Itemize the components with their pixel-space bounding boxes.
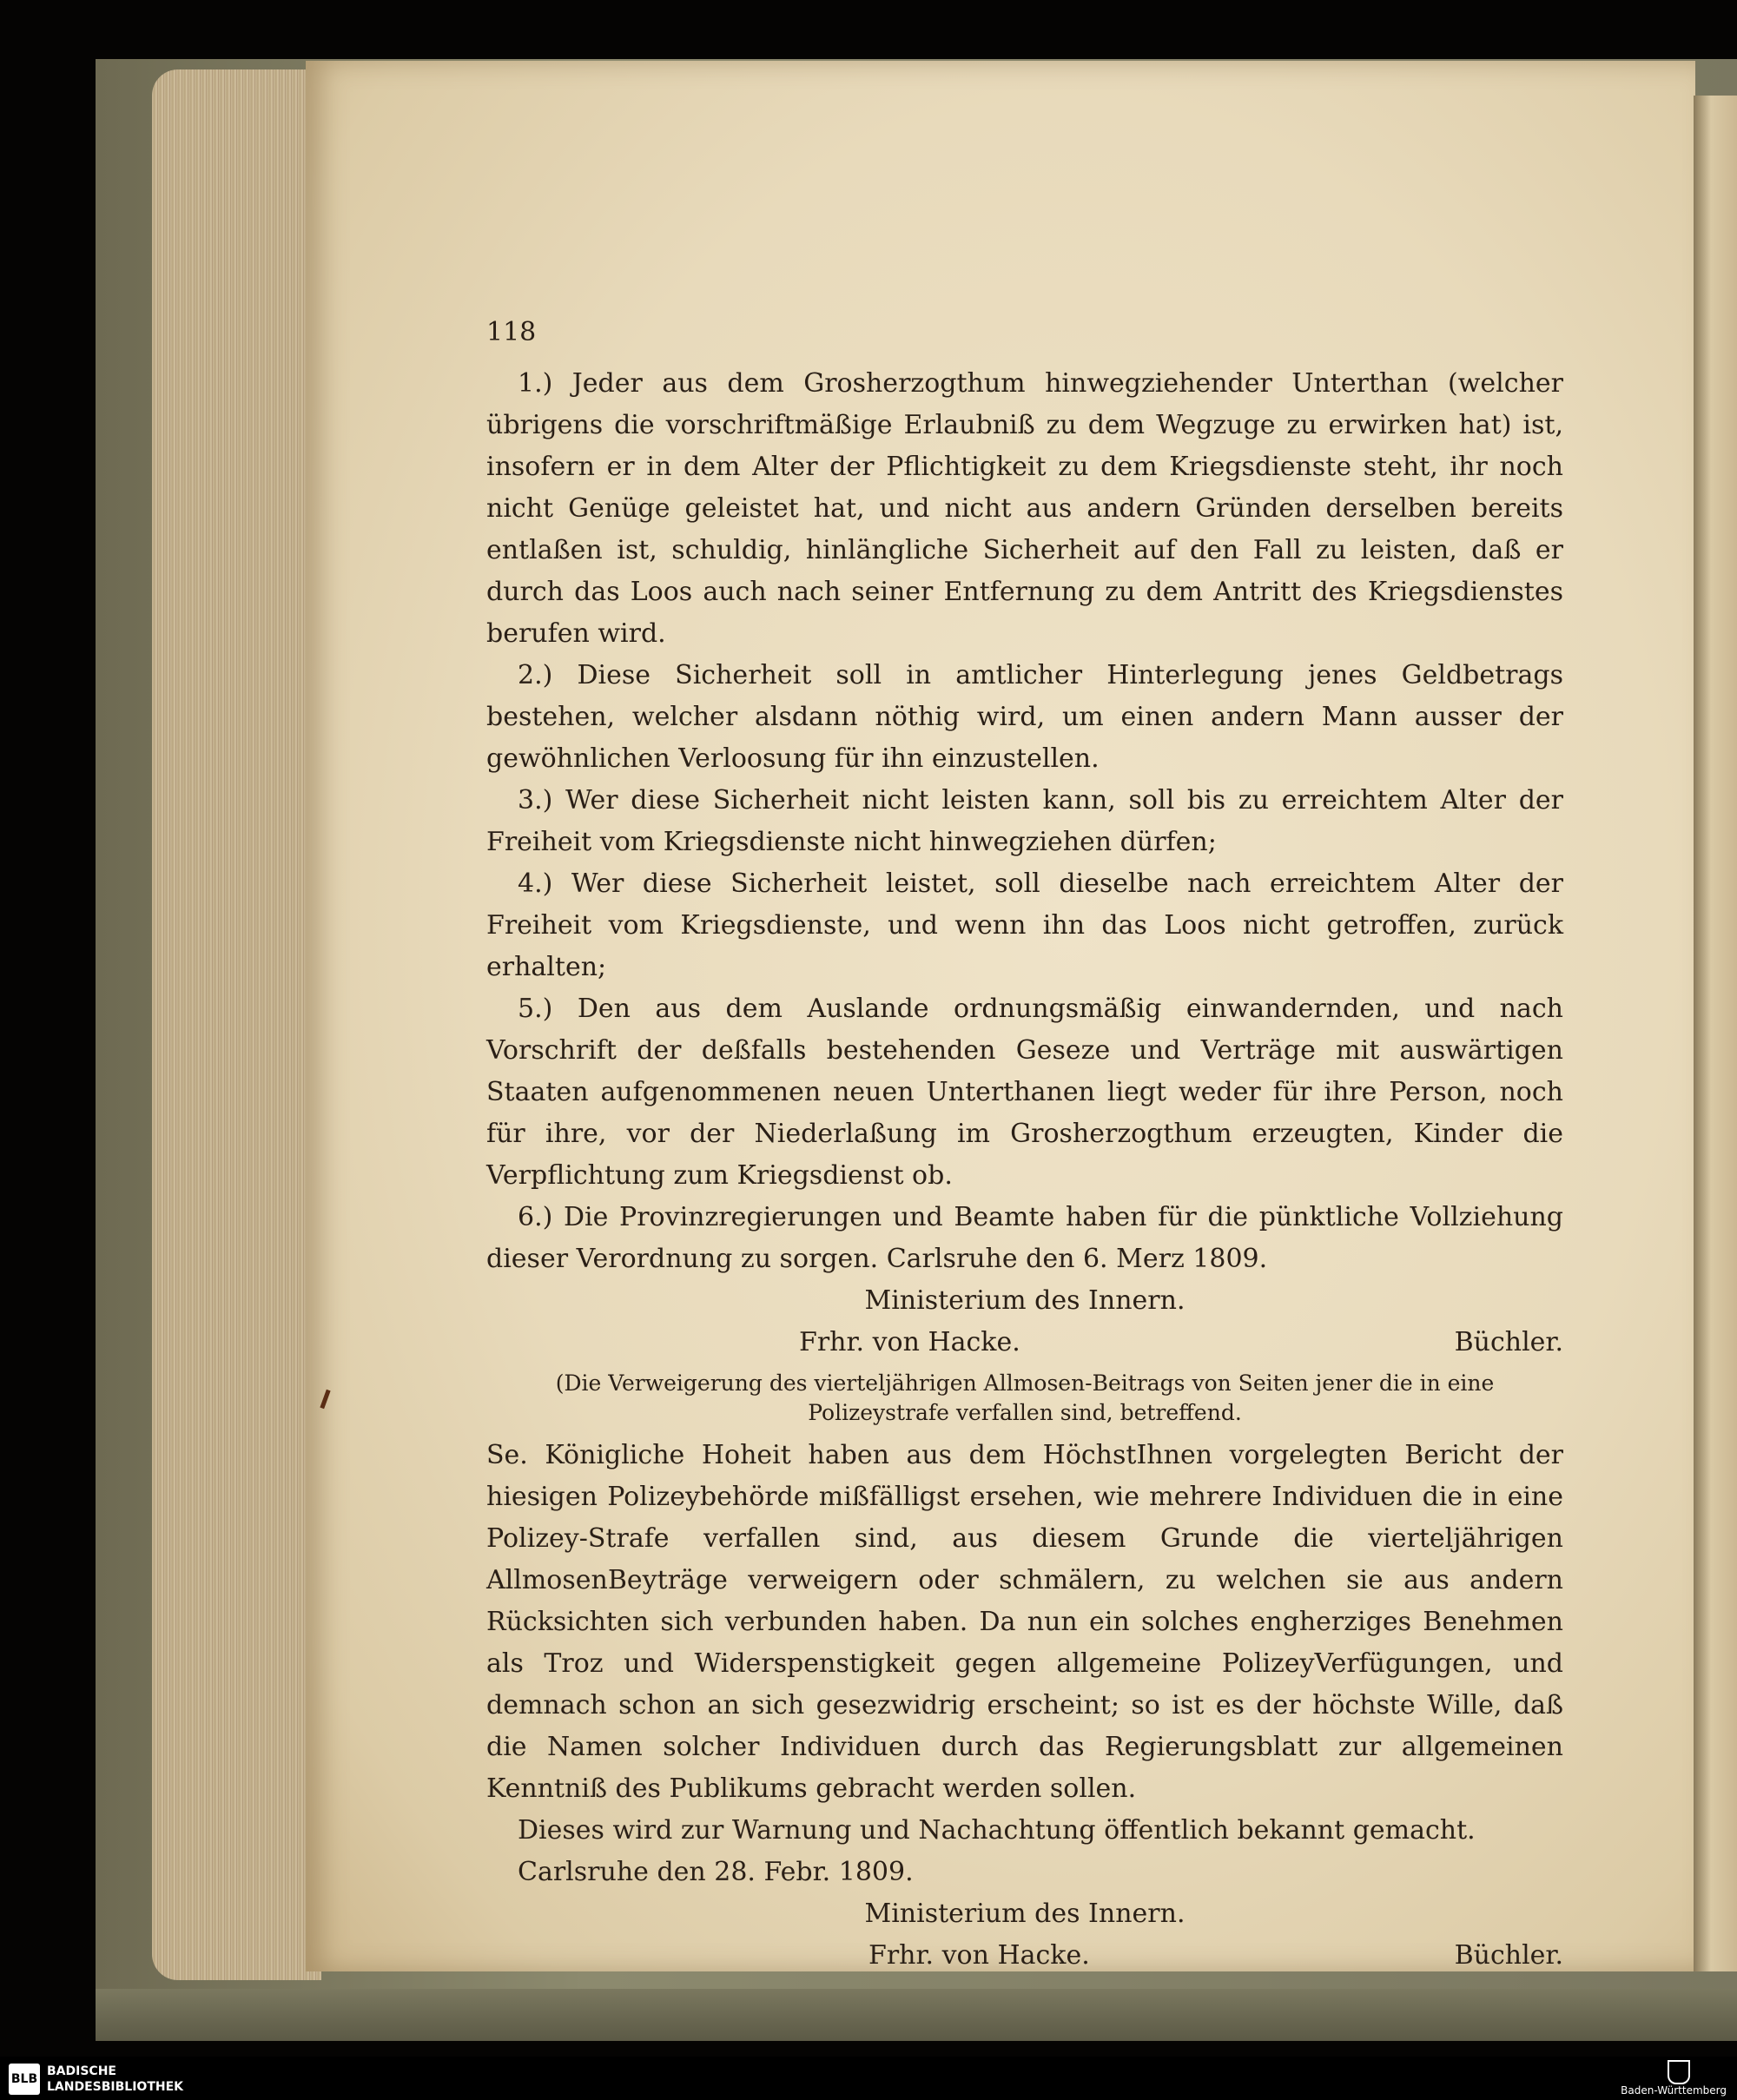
- facing-page-edge: [1694, 96, 1737, 1971]
- page-edges: [152, 69, 321, 1980]
- blb-logo-icon: BLB: [9, 2064, 40, 2095]
- page-text: [486, 313, 1563, 1977]
- page-number: 118: [486, 317, 537, 347]
- signer-right-2: Büchler.: [1454, 1940, 1563, 1971]
- paragraph-3: 3.) Wer diese Sicherheit nicht leisten kann, soll bis zu erreichtem Alter der Freiheit vom Kriegsdienste nicht hinwegziehen dürfen;: [486, 785, 1563, 857]
- ministry-heading-1: Ministerium des Innern.: [864, 1285, 1186, 1316]
- paragraph-4: 4.) Wer diese Sicherheit leistet, soll dieselbe nach erreichtem Alter der Freiheit vom Kriegsdienste, und wenn ihn das Loos nicht getroffen, zurück erhalten;: [486, 868, 1563, 982]
- signer-left-2: Frhr. von Hacke.: [868, 1940, 1090, 1971]
- paragraph-8: Dieses wird zur Warnung und Nachachtung öffentlich bekannt gemacht.: [518, 1815, 1476, 1846]
- signer-right-1: Büchler.: [1454, 1327, 1563, 1357]
- book-cover-edge: [96, 1989, 1737, 2041]
- paragraph-7: Se. Königliche Hoheit haben aus dem HöchstIhnen vorgelegten Bericht der hiesigen Polizeybehörde mißfälligst ersehen, wie mehrere Individuen die in eine Polizey-Strafe verfallen sind, aus diesem Grunde die vierteljährigen AllmosenBeyträge verweigern oder schmälern, zu welchen sie aus andern Rücksichten sich verbunden haben. Da nun ein solches engherziges Benehmen als Troz und Widerspenstigkeit gegen allgemeine PolizeyVerfügungen, und demnach schon an sich gesezwidrig erscheint; so ist es der höchste Wille, daß die Namen solcher Individuen durch das Regierungsblatt zur allgemeinen Kenntniß des Publikums gebracht werden sollen.: [486, 1440, 1563, 1804]
- footer-bar: [0, 2057, 1737, 2100]
- paragraph-2: 2.) Diese Sicherheit soll in amtlicher Hinterlegung jenes Geldbetrags bestehen, welcher alsdann nöthig wird, um einen andern Mann ausser der gewöhnlichen Verloosung für ihn einzustellen.: [486, 660, 1563, 774]
- paragraph-6: 6.) Die Provinzregierungen und Beamte haben für die pünktliche Vollziehung dieser Verordnung zu sorgen. Carlsruhe den 6. Merz 1809.: [486, 1202, 1563, 1274]
- coat-of-arms-icon: [1668, 2060, 1690, 2084]
- region-label: Baden-Württemberg: [1621, 2084, 1727, 2097]
- baden-wuerttemberg-logo: [1605, 2060, 1727, 2098]
- library-name: [47, 2064, 183, 2095]
- paragraph-5: 5.) Den aus dem Auslande ordnungsmäßig einwandernden, und nach Vorschrift der deßfalls bestehenden Geseze und Verträge mit auswärtigen Staaten aufgenommenen neuen Unterthanen liegt weder für ihre Person, noch für ihre, vor der Niederlaßung im Grosherzogthum erzeugten, Kinder die Verpflichtung zum Kriegsdienst ob.: [486, 994, 1563, 1191]
- date-line-2: Carlsruhe den 28. Febr. 1809.: [518, 1857, 914, 1887]
- signature-row-2: [486, 1935, 1563, 1977]
- library-name-line-1: BADISCHE: [47, 2064, 116, 2078]
- section-subheading: (Die Verweigerung des vierteljährigen Allmosen-Beitrags von Seiten jener die in eine Polizeystrafe verfallen sind, betreffend.: [555, 1370, 1495, 1425]
- library-name-line-2: LANDESBIBLIOTHEK: [47, 2080, 184, 2094]
- paragraph-1: 1.) Jeder aus dem Grosherzogthum hinwegziehender Unterthan (welcher übrigens die vorschriftmäßige Erlaubniß zu dem Wegzuge zu erwirken hat) ist, insofern er in dem Alter der Pflichtigkeit zu dem Kriegsdienste steht, ihr noch nicht Genüge geleistet hat, und nicht aus andern Gründen derselben bereits entlaßen ist, schuldig, hinlängliche Sicherheit auf den Fall zu leisten, daß er durch das Loos auch nach seiner Entfernung zu dem Antritt des Kriegsdienstes berufen wird.: [486, 368, 1563, 649]
- ministry-heading-2: Ministerium des Innern.: [864, 1899, 1186, 1929]
- signature-row-1: [486, 1322, 1563, 1364]
- signer-left-1: Frhr. von Hacke.: [799, 1327, 1020, 1357]
